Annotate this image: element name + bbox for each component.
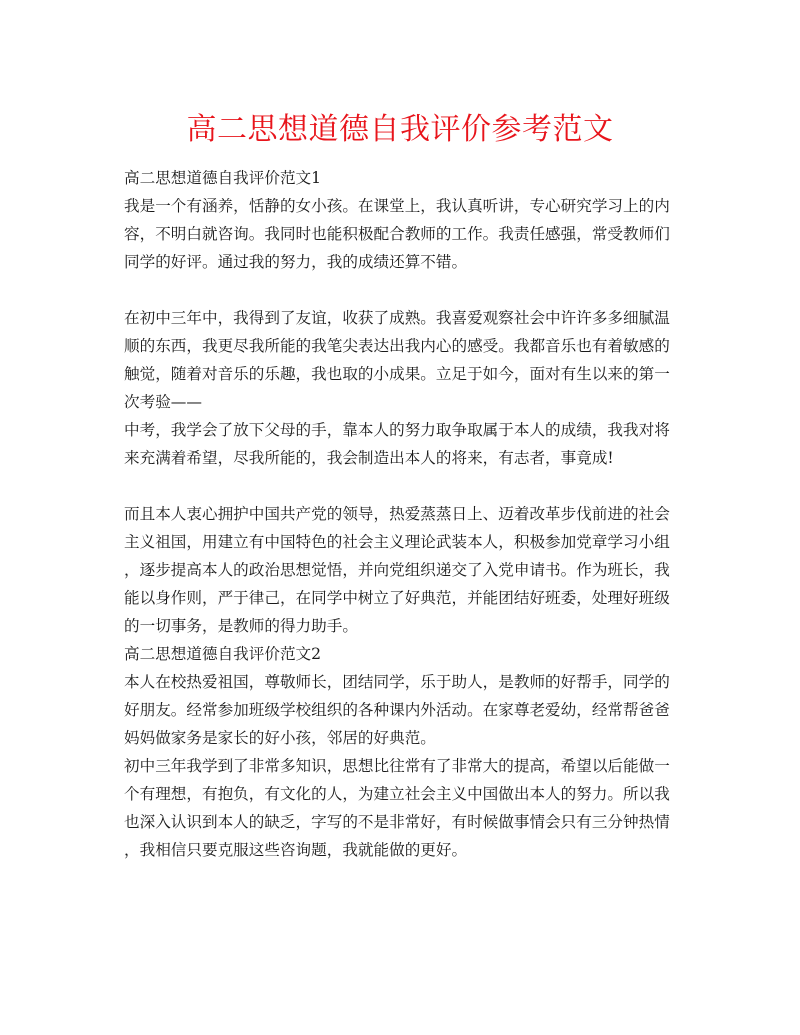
text-line: 在初中三年中，我得到了友谊，收获了成熟。我喜爱观察社会中许许多多细腻温 — [124, 309, 670, 327]
text-line: 个有理想，有抱负，有文化的人，为建立社会主义中国做出本人的努力。所以我 — [124, 785, 670, 803]
text-line: 容，不明白就咨询。我同时也能积极配合教师的工作。我责任感强，常受教师们 — [124, 225, 670, 243]
text-line: 能以身作则，严于律己，在同学中树立了好典范，并能团结好班委，处理好班级 — [124, 589, 670, 607]
text-line: 我是一个有涵养，恬静的女小孩。在课堂上，我认真听讲，专心研究学习上的内 — [124, 197, 670, 215]
text-line: 中考，我学会了放下父母的手，靠本人的努力取争取属于本人的成绩，我我对将 — [124, 421, 670, 439]
text-line: 初中三年我学到了非常多知识，思想比往常有了非常大的提高，希望以后能做一 — [124, 757, 670, 775]
section-heading: 高二思想道德自我评价范文1 — [124, 169, 322, 187]
text-line: 本人在校热爱祖国，尊敬师长，团结同学，乐于助人，是教师的好帮手，同学的 — [124, 673, 670, 691]
text-line: 触觉，随着对音乐的乐趣，我也取的小成果。立足于如今，面对有生以来的第一 — [124, 365, 670, 383]
blank-line — [124, 276, 684, 304]
text-line: 妈妈做家务是家长的好小孩，邻居的好典范。 — [124, 729, 436, 747]
text-line: ，逐步提高本人的政治思想觉悟，并向党组织递交了入党申请书。作为班长，我 — [124, 561, 670, 579]
section-heading: 高二思想道德自我评价范文2 — [124, 645, 322, 663]
text-line: 次考验—— — [124, 393, 202, 411]
text-line: 也深入认识到本人的缺乏，字写的不是非常好，有时候做事情会只有三分钟热情 — [124, 813, 670, 831]
blank-line — [124, 472, 684, 500]
text-line: ，我相信只要克服这些咨询题，我就能做的更好。 — [124, 841, 468, 859]
text-line: 的一切事务，是教师的得力助手。 — [124, 617, 358, 635]
text-line: 而且本人衷心拥护中国共产党的领导，热爱蒸蒸日上、迈着改革步伐前进的社会 — [124, 505, 670, 523]
document-body — [124, 164, 684, 864]
text-line: 顺的东西，我更尽我所能的我笔尖表达出我内心的感受。我都音乐也有着敏感的 — [124, 337, 670, 355]
document-title: 高二思想道德自我评价参考范文 — [186, 112, 614, 147]
text-line: 好朋友。经常参加班级学校组织的各种课内外活动。在家尊老爱幼，经常帮爸爸 — [124, 701, 670, 719]
text-line: 主义祖国，用建立有中国特色的社会主义理论武装本人，积极参加党章学习小组 — [124, 533, 670, 551]
text-line: 同学的好评。通过我的努力，我的成绩还算不错。 — [124, 253, 468, 271]
text-line: 来充满着希望，尽我所能的，我会制造出本人的将来，有志者，事竟成! — [124, 449, 614, 467]
